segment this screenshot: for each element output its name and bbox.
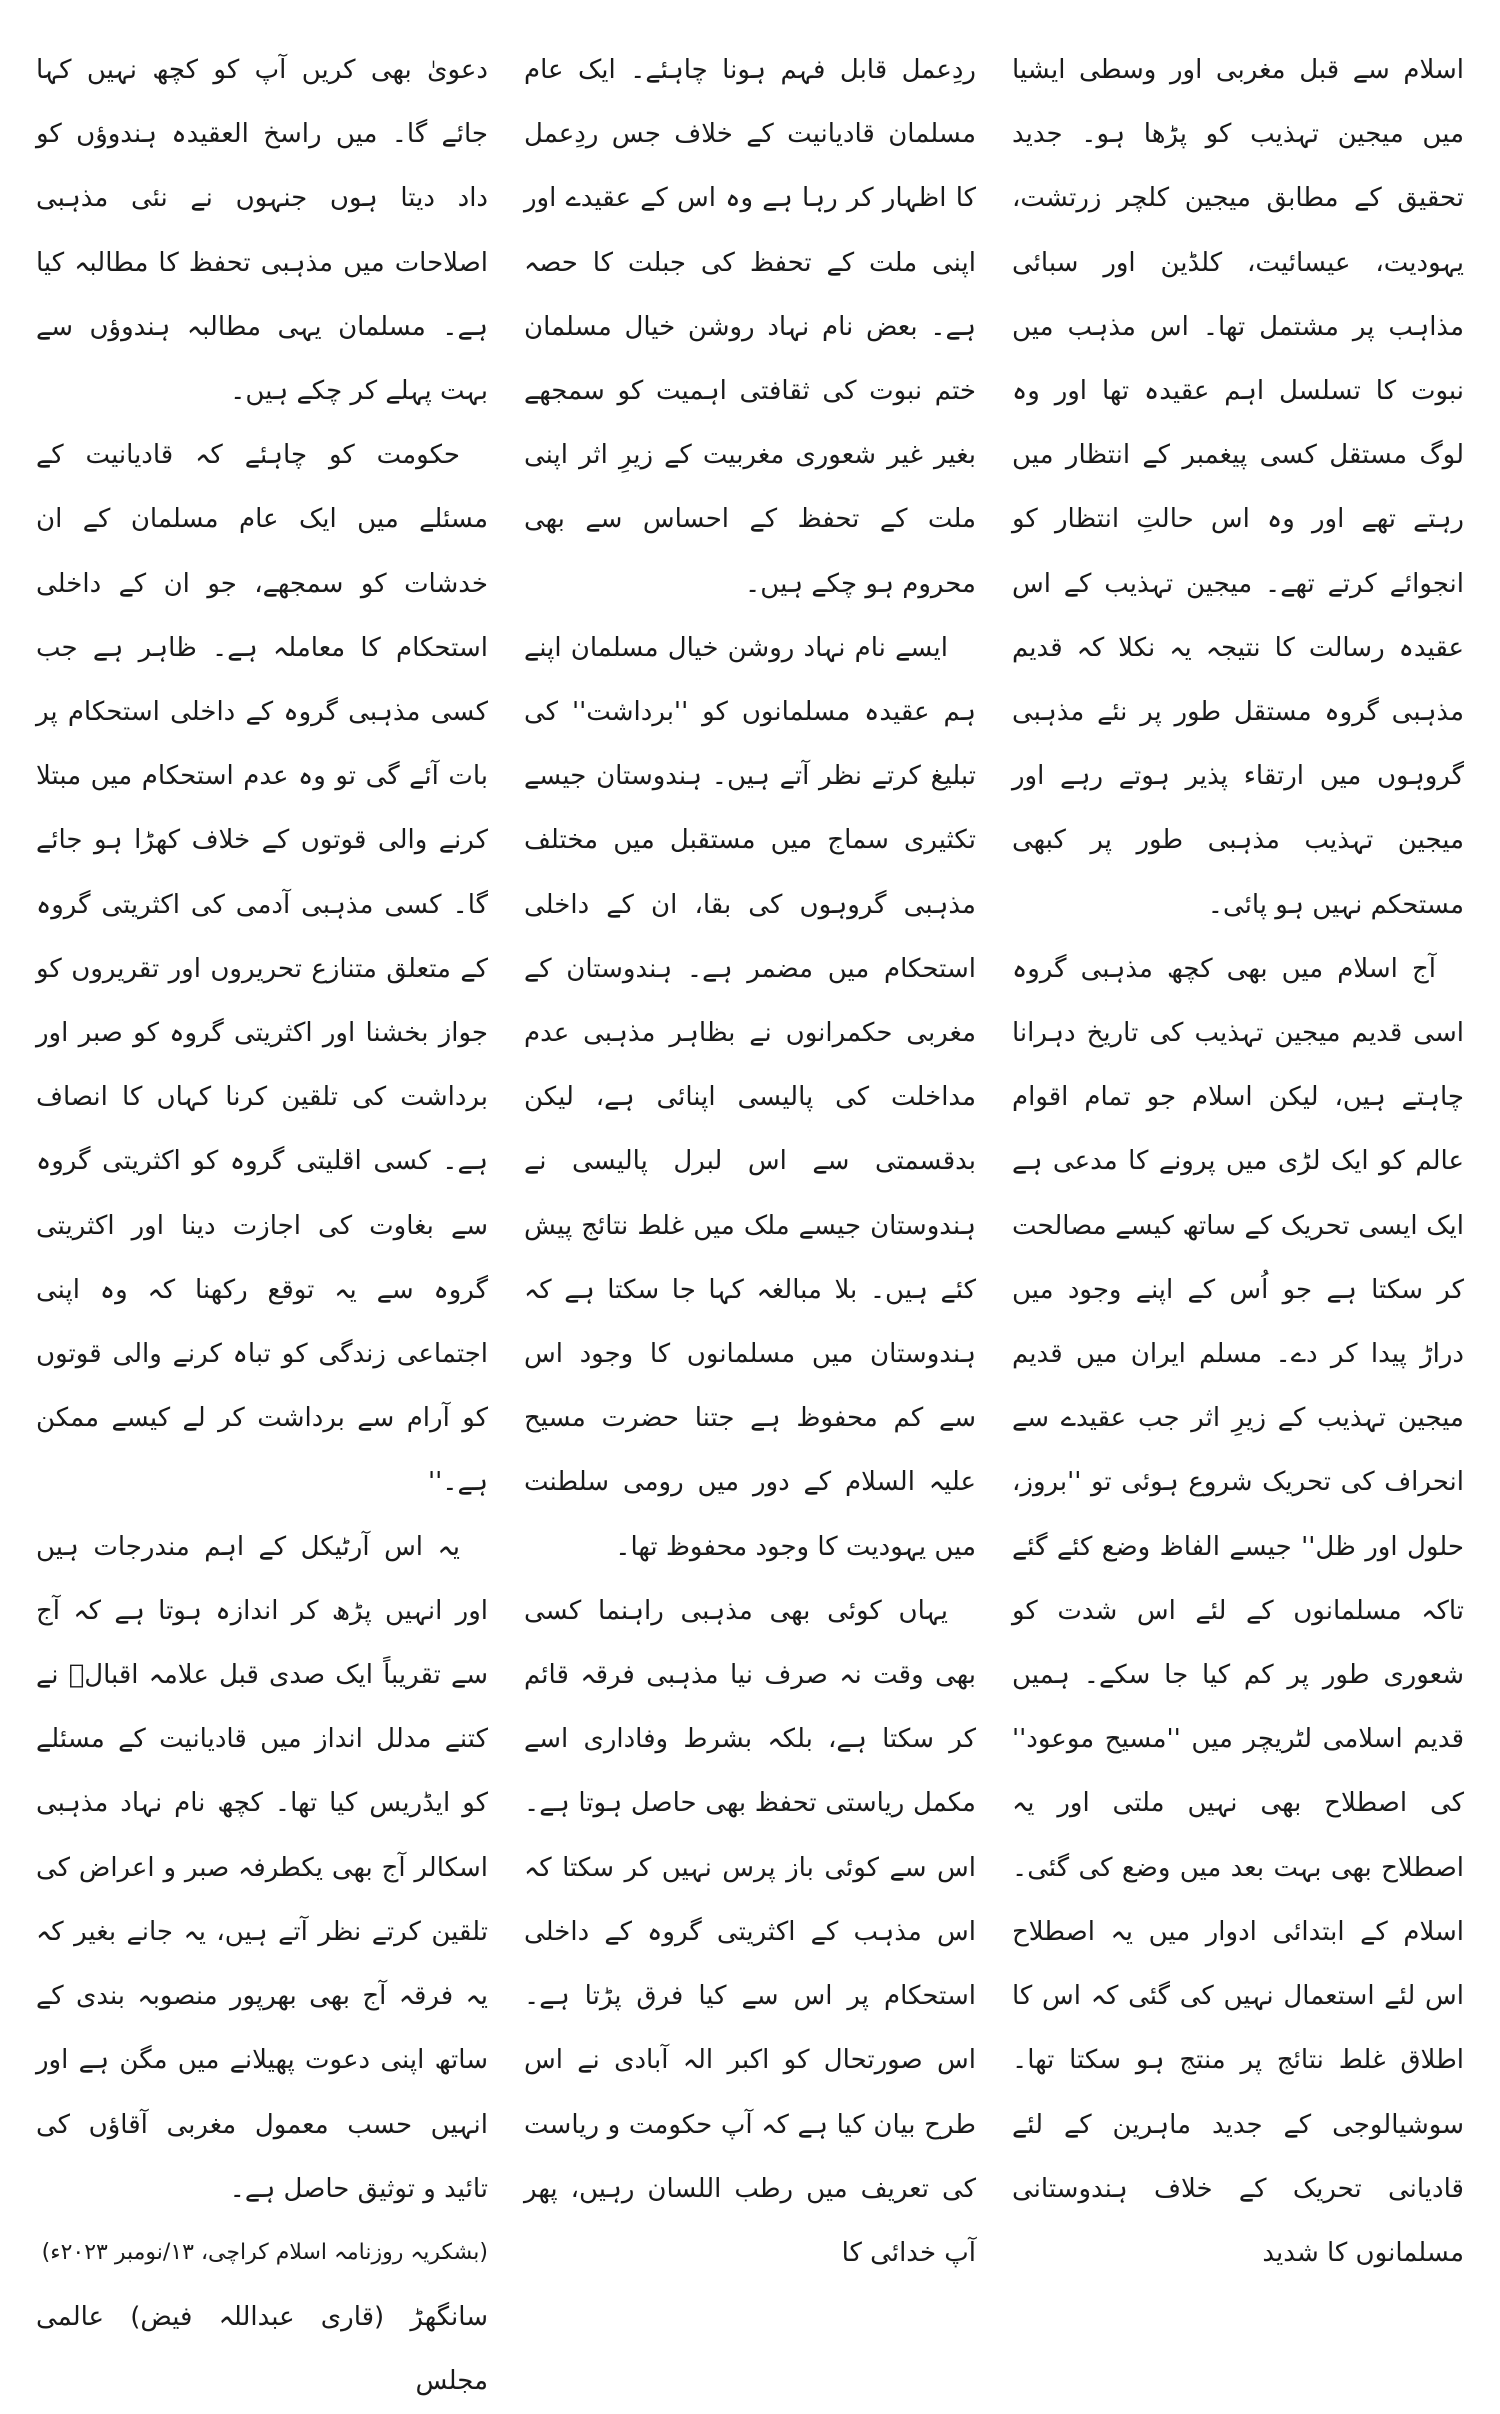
column-right: [1012, 38, 1464, 2268]
source-credit: (بشکریہ روزنامہ اسلام کراچی، ۱۳/نومبر ۲۰۲۳ء): [41, 2239, 488, 2265]
author-signature: سانگھڑ (قاری عبداللہ فیض) عالمی مجلس: [36, 2302, 488, 2397]
paragraph: ردِعمل قابل فہم ہونا چاہئے۔ ایک عام مسلمان قادیانیت کے خلاف جس ردِعمل کا اظہار کر رہا ہے وہ اس کے عقیدے اور اپنی ملت کے تحفظ کی جبلت کا حصہ ہے۔ بعض نام نہاد روشن خیال مسلمان ختم نبوت کی ثقافتی اہمیت کو سمجھے بغیر غیر شعوری مغربیت کے زیرِ اثر اپنی ملت کے تحفظ کے احساس سے بھی محروم ہو چکے ہیں۔: [524, 55, 976, 599]
paragraph: حکومت کو چاہئے کہ قادیانیت کے مسئلے میں ایک عام مسلمان کے ان خدشات کو سمجھے، جو ان کے داخلی استحکام کا معاملہ ہے۔ ظاہر ہے جب کسی مذہبی گروہ کے داخلی استحکام پر بات آئے گی تو وہ عدم استحکام میں مبتلا کرنے والی قوتوں کے خلاف کھڑا ہو جائے گا۔ کسی مذہبی آدمی کی اکثریتی گروہ کے متعلق متنازع تحریروں اور تقریروں کو جواز بخشنا اور اکثریتی گروہ کو صبر اور برداشت کی تلقین کرنا کہاں کا انصاف ہے۔ کسی اقلیتی گروہ کو اکثریتی گروہ سے بغاوت کی اجازت دینا اور اکثریتی گروہ سے یہ توقع رکھنا کہ وہ اپنی اجتماعی زندگی کو تباہ کرنے والی قوتوں کو آرام سے برداشت کر لے کیسے ممکن ہے۔'': [36, 440, 488, 1498]
paragraph: اسلام سے قبل مغربی اور وسطی ایشیا میں میجین تہذیب کو پڑھا ہو۔ جدید تحقیق کے مطابق میجین کلچر زرتشت، یہودیت، عیسائیت، کلڈین اور سبائی مذاہب پر مشتمل تھا۔ اس مذہب میں نبوت کا تسلسل اہم عقیدہ تھا اور وہ لوگ مستقل کسی پیغمبر کے انتظار میں رہتے تھے اور وہ اس حالتِ انتظار کو انجوائے کرتے تھے۔ میجین تہذیب کے اس عقیدہ رسالت کا نتیجہ یہ نکلا کہ قدیم مذہبی گروہ مستقل طور پر نئے مذہبی گروہوں میں ارتقاء پذیر ہوتے رہے اور میجین تہذیب مذہبی طور پر کبھی مستحکم نہیں ہو پائی۔: [1012, 55, 1464, 920]
paragraph: ایسے نام نہاد روشن خیال مسلمان اپنے ہم عقیدہ مسلمانوں کو ''برداشت'' کی تبلیغ کرتے نظر آتے ہیں۔ ہندوستان جیسے تکثیری سماج میں مستقبل میں مختلف مذہبی گروہوں کی بقا، ان کے داخلی استحکام میں مضمر ہے۔ ہندوستان کے مغربی حکمرانوں نے بظاہر مذہبی عدم مداخلت کی پالیسی اپنائی ہے، لیکن بدقسمتی سے اس لبرل پالیسی نے ہندوستان جیسے ملک میں غلط نتائج پیش کئے ہیں۔ بلا مبالغہ کہا جا سکتا ہے کہ ہندوستان میں مسلمانوں کا وجود اس سے کم محفوظ ہے جتنا حضرت مسیح علیہ السلام کے دور میں رومی سلطنت میں یہودیت کا وجود محفوظ تھا۔: [524, 632, 976, 1562]
column-middle: [524, 38, 976, 2268]
paragraph: دعویٰ بھی کریں آپ کو کچھ نہیں کہا جائے گا۔ میں راسخ العقیدہ ہندوؤں کو داد دیتا ہوں جنہوں نے نئی مذہبی اصلاحات میں مذہبی تحفظ کا مطالبہ کیا ہے۔ مسلمان یہی مطالبہ ہندوؤں سے بہت پہلے کر چکے ہیں۔: [36, 55, 488, 407]
paragraph: آج اسلام میں بھی کچھ مذہبی گروہ اسی قدیم میجین تہذیب کی تاریخ دہرانا چاہتے ہیں، لیکن اسلام جو تمام اقوام عالم کو ایک لڑی میں پرونے کا مدعی ہے ایک ایسی تحریک کے ساتھ کیسے مصالحت کر سکتا ہے جو اُس کے اپنے وجود میں دراڑ پیدا کر دے۔ مسلم ایران میں قدیم میجین تہذیب کے زیرِ اثر جب عقیدے سے انحراف کی تحریک شروع ہوئی تو ''بروز، حلول اور ظل'' جیسے الفاظ وضع کئے گئے تاکہ مسلمانوں کے لئے اس شدت کو شعوری طور پر کم کیا جا سکے۔ ہمیں قدیم اسلامی لٹریچر میں ''مسیح موعود'' کی اصطلاح بھی نہیں ملتی اور یہ اصطلاح بھی بہت بعد میں وضع کی گئی۔ اسلام کے ابتدائی ادوار میں یہ اصطلاح اس لئے استعمال نہیں کی گئی کہ اس کا اطلاق غلط نتائج پر منتج ہو سکتا تھا۔ سوشیالوجی کے جدید ماہرین کے لئے قادیانی تحریک کے خلاف ہندوستانی مسلمانوں کا شدید: [1012, 953, 1464, 2268]
column-left: [36, 38, 488, 2397]
paragraph: یہاں کوئی بھی مذہبی راہنما کسی بھی وقت نہ صرف نیا مذہبی فرقہ قائم کر سکتا ہے، بلکہ بشرط وفاداری اسے مکمل ریاستی تحفظ بھی حاصل ہوتا ہے۔ اس سے کوئی باز پرس نہیں کر سکتا کہ اس مذہب کے اکثریتی گروہ کے داخلی استحکام پر اس سے کیا فرق پڑتا ہے۔ اس صورتحال کو اکبر الہ آبادی نے اس طرح بیان کیا ہے کہ آپ حکومت و ریاست کی تعریف میں رطب اللسان رہیں، پھر آپ خدائی کا: [524, 1595, 976, 2268]
paragraph: یہ اس آرٹیکل کے اہم مندرجات ہیں اور انہیں پڑھ کر اندازہ ہوتا ہے کہ آج سے تقریباً ایک صدی قبل علامہ اقبالؒ نے کتنے مدلل انداز میں قادیانیت کے مسئلے کو ایڈریس کیا تھا۔ کچھ نام نہاد مذہبی اسکالر آج بھی یکطرفہ صبر و اعراض کی تلقین کرتے نظر آتے ہیں، یہ جانے بغیر کہ یہ فرقہ آج بھی بھرپور منصوبہ بندی کے ساتھ اپنی دعوت پھیلانے میں مگن ہے اور انہیں حسب معمول مغربی آقاؤں کی تائید و توثیق حاصل ہے۔: [36, 1531, 488, 2204]
